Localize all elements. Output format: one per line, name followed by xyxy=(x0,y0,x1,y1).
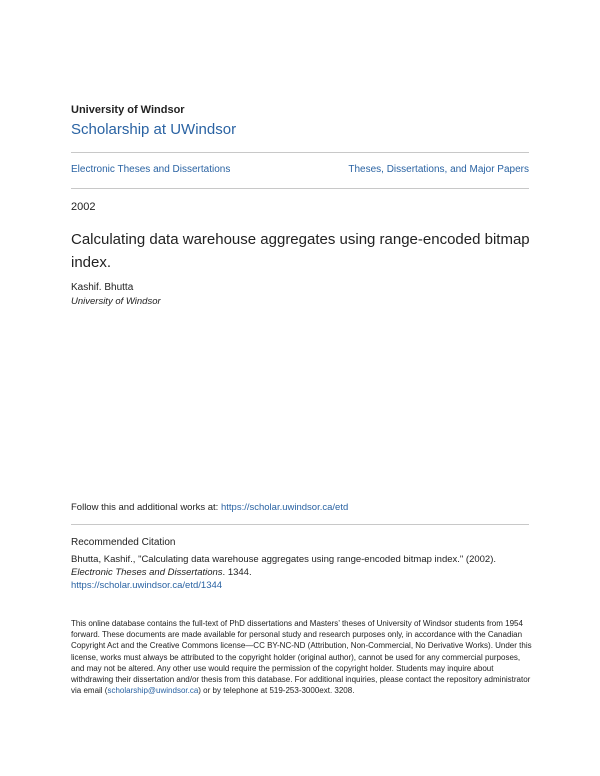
follow-line xyxy=(71,502,348,513)
follow-text: Follow this and additional works at: xyxy=(71,502,221,513)
divider xyxy=(71,524,529,525)
publication-year: 2002 xyxy=(71,201,96,213)
institution-name: University of Windsor xyxy=(71,104,185,116)
follow-link[interactable]: https://scholar.uwindsor.ca/etd xyxy=(220,502,349,513)
citation-heading: Recommended Citation xyxy=(71,537,176,548)
citation-url[interactable]: https://scholar.uwindsor.ca/etd/1344 xyxy=(71,580,223,591)
citation-series: Electronic Theses and Dissertations xyxy=(71,567,223,578)
author-affiliation: University of Windsor xyxy=(71,296,161,307)
rights-text: This online database contains the full-text of PhD dissertations and Masters’ theses of University of Windsor students from 1954 forward. These documents are made available for personal study and research purposes only, in accordance with the Canadian Copyright Act and the Creative Commons license—CC BY-NC-ND (Attribution, Non-Commercial, No Derivative Works). Under this license, works must always be attributed to the copyright holder (original author), cannot be used for any commercial purposes, and may not be altered. Any other use would require the permission of the copyright holder. Students may inquire about withdrawing their dissertation and/or thesis from this database. For additional inquiries, please contact the repository administrator via email ( xyxy=(71,619,532,696)
citation-body xyxy=(71,553,531,592)
rights-statement xyxy=(71,618,533,696)
author-name: Kashif. Bhutta xyxy=(71,282,134,293)
collection-link-theses[interactable]: Theses, Dissertations, and Major Papers xyxy=(348,164,529,175)
repository-link[interactable]: Scholarship at UWindsor xyxy=(71,121,237,138)
citation-number: . 1344. xyxy=(222,567,252,578)
citation-line: Bhutta, Kashif., "Calculating data warehouse aggregates using range-encoded bitmap index." (2002). xyxy=(71,554,497,565)
citation-series-line xyxy=(71,566,531,579)
collection-link-etd[interactable]: Electronic Theses and Dissertations xyxy=(71,164,231,175)
divider xyxy=(71,188,529,189)
admin-email-link[interactable]: scholarship@uwindsor.ca xyxy=(107,686,199,696)
divider xyxy=(71,152,529,153)
work-title: Calculating data warehouse aggregates using range-encoded bitmap index. xyxy=(71,231,530,271)
rights-tail: ) or by telephone at 519-253-3000ext. 3208. xyxy=(198,686,355,696)
